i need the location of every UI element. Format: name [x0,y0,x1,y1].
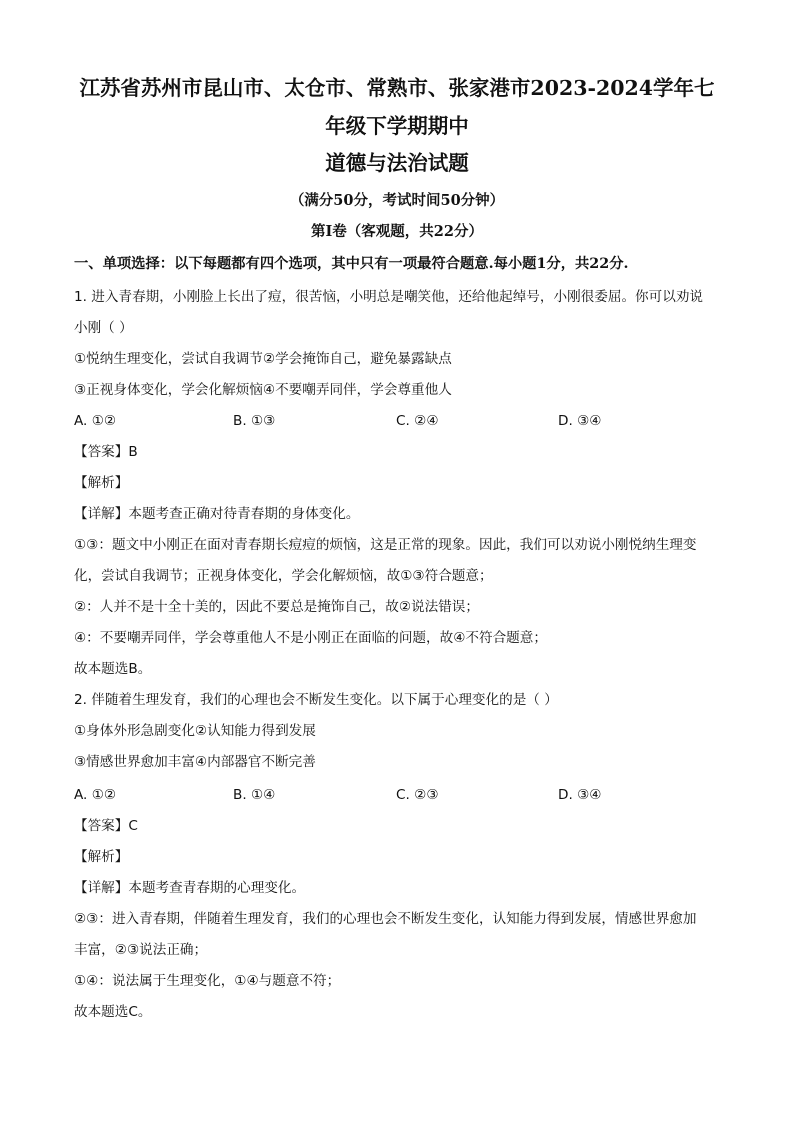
q2-explanation-1-line1: ②③：进入青春期，伴随着生理发育，我们的心理也会不断发生变化，认知能力得到发展，情感世界愈加 [74,911,697,927]
q2-items-3-4: ③情感世界愈加丰富④内部器官不断完善 [74,754,316,770]
score-time-info: （满分50分，考试时间50分钟） [289,192,505,209]
volume-heading: 第Ⅰ卷（客观题，共22分） [311,223,483,240]
q2-stem: 2. 伴随着生理发育，我们的心理也会不断发生变化。以下属于心理变化的是（ ） [74,692,558,708]
q2-detail: 【详解】本题考查青春期的心理变化。 [74,880,306,896]
q1-option-c: C. ②④ [396,413,439,429]
q1-detail: 【详解】本题考查正确对待青春期的身体变化。 [74,506,360,522]
section-heading: 一、单项选择：以下每题都有四个选项，其中只有一项最符合题意.每小题1分，共22分. [74,256,629,272]
exam-title-line1: 江苏省苏州市昆山市、太仓市、常熟市、张家港市2023-2024学年七 [79,76,715,100]
q1-explanation-3: ④：不要嘲弄同伴，学会尊重他人不是小刚正在面临的问题，故④不符合题意； [74,630,547,646]
q2-option-d: D. ③④ [558,787,602,803]
q2-answer: 【答案】C [74,818,138,834]
q1-stem-line2: 小刚（ ） [74,320,133,336]
exam-subject-title: 道德与法治试题 [325,151,469,175]
q2-explanation-2: ①④：说法属于生理变化，①④与题意不符； [74,973,341,989]
q1-explanation-1-line2: 化，尝试自我调节；正视身体变化，学会化解烦恼，故①③符合题意； [74,568,493,584]
q1-stem-line1: 1. 进入青春期，小刚脸上长出了痘，很苦恼，小明总是嘲笑他，还给他起绰号，小刚很委屈。你可以劝说 [74,289,704,305]
q1-answer: 【答案】B [74,444,138,460]
q1-items-1-2: ①悦纳生理变化，尝试自我调节②学会掩饰自己，避免暴露缺点 [74,351,452,367]
exam-title-line2: 年级下学期期中 [325,114,469,138]
q2-conclusion: 故本题选C。 [74,1004,152,1020]
q1-option-d: D. ③④ [558,413,602,429]
q1-explanation-2: ②：人并不是十全十美的，因此不要总是掩饰自己，故②说法错误； [74,599,479,615]
q1-option-b: B. ①③ [233,413,276,429]
q1-explanation-1-line1: ①③：题文中小刚正在面对青春期长痘痘的烦恼，这是正常的现象。因此，我们可以劝说小刚悦纳生理变 [74,537,697,553]
q2-option-c: C. ②③ [396,787,439,803]
q1-items-3-4: ③正视身体变化，学会化解烦恼④不要嘲弄同伴，学会尊重他人 [74,382,452,398]
q2-option-a: A. ①② [74,787,117,803]
q2-option-b: B. ①④ [233,787,276,803]
q1-conclusion: 故本题选B。 [74,661,152,677]
q2-analysis-label: 【解析】 [74,849,129,865]
q2-items-1-2: ①身体外形急剧变化②认知能力得到发展 [74,723,316,739]
q1-option-a: A. ①② [74,413,117,429]
q2-explanation-1-line2: 丰富，②③说法正确； [74,942,208,958]
q1-analysis-label: 【解析】 [74,475,129,491]
